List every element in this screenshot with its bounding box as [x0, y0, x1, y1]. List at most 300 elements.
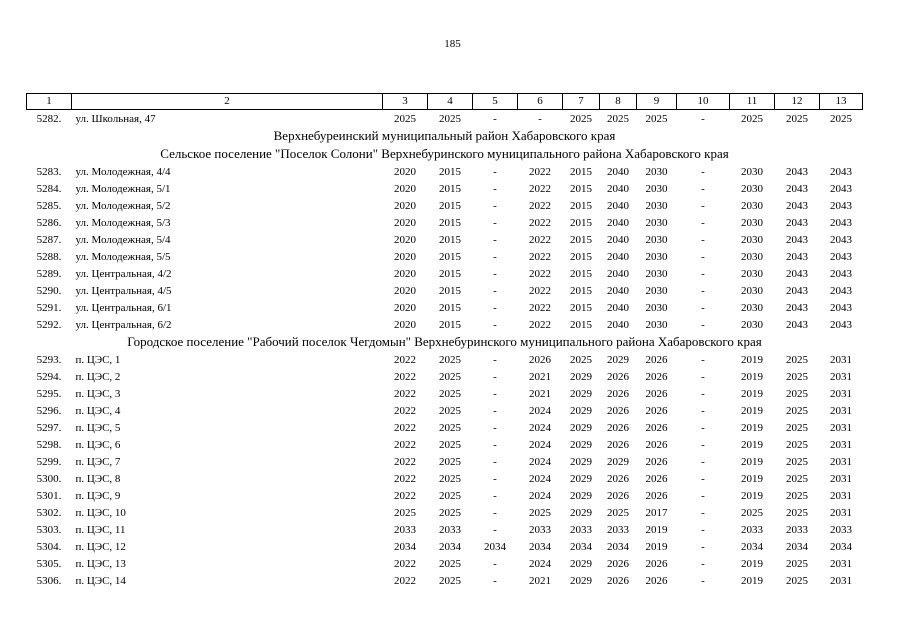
- year-cell: 2026: [645, 472, 668, 485]
- year-cell: 2029: [570, 557, 592, 570]
- year-cell: 2026: [607, 438, 629, 451]
- row-number: 5292.: [36, 318, 62, 331]
- table-row: [27, 436, 863, 453]
- year-cell: 2040: [607, 318, 629, 331]
- year-cell: 2026: [529, 353, 551, 366]
- year-cell: -: [493, 353, 497, 366]
- year-cell: 2029: [607, 353, 629, 366]
- year-cell: -: [493, 404, 497, 417]
- section-title: Сельское поселение "Поселок Солони" Верхнебуринского муниципального района Хабаровского края: [160, 146, 729, 161]
- year-cell: 2019: [645, 540, 668, 553]
- year-cell: 2019: [645, 523, 668, 536]
- year-cell: 2043: [830, 250, 852, 263]
- year-cell: 2031: [830, 574, 852, 587]
- table-row: [27, 572, 863, 589]
- year-cell: 2026: [645, 438, 668, 451]
- year-cell: 2040: [607, 301, 629, 314]
- year-cell: 2015: [439, 165, 461, 178]
- year-cell: 2034: [529, 540, 551, 553]
- year-cell: 2022: [529, 250, 551, 263]
- year-cell: 2025: [786, 472, 808, 485]
- year-cell: 2015: [570, 250, 592, 263]
- year-cell: 2020: [394, 250, 416, 263]
- table-row: [27, 453, 863, 470]
- year-cell: 2015: [439, 301, 461, 314]
- year-cell: 2025: [394, 112, 416, 125]
- year-cell: 2033: [394, 523, 416, 536]
- table-row: [27, 231, 863, 248]
- row-number: 5298.: [36, 438, 62, 451]
- year-cell: 2024: [529, 421, 551, 434]
- year-cell: 2015: [570, 267, 592, 280]
- year-cell: -: [701, 404, 705, 417]
- table-row: [27, 368, 863, 385]
- row-number: 5286.: [36, 216, 62, 229]
- district-title-row: [27, 127, 863, 145]
- year-cell: 2031: [830, 404, 852, 417]
- year-cell: -: [493, 472, 497, 485]
- year-cell: -: [493, 438, 497, 451]
- year-cell: 2033: [529, 523, 551, 536]
- year-cell: 2020: [394, 233, 416, 246]
- year-cell: 2040: [607, 233, 629, 246]
- year-cell: -: [493, 489, 497, 502]
- column-header: 9: [637, 94, 677, 110]
- year-cell: 2025: [439, 387, 461, 400]
- year-cell: 2022: [394, 574, 416, 587]
- table-row: [27, 299, 863, 316]
- year-cell: 2019: [741, 387, 763, 400]
- year-cell: 2022: [394, 387, 416, 400]
- year-cell: -: [493, 284, 497, 297]
- year-cell: -: [493, 199, 497, 212]
- row-number: 5300.: [36, 472, 62, 485]
- year-cell: 2019: [741, 455, 763, 468]
- year-cell: 2025: [439, 404, 461, 417]
- table-row: [27, 504, 863, 521]
- year-cell: 2031: [830, 438, 852, 451]
- column-header: 5: [473, 94, 518, 110]
- year-cell: 2019: [741, 574, 763, 587]
- year-cell: 2043: [830, 233, 852, 246]
- year-cell: -: [493, 574, 497, 587]
- header-row: [27, 94, 863, 110]
- year-cell: 2025: [439, 557, 461, 570]
- year-cell: 2034: [786, 540, 808, 553]
- year-cell: -: [701, 250, 705, 263]
- row-number: 5299.: [36, 455, 62, 468]
- year-cell: -: [493, 112, 497, 125]
- year-cell: 2030: [741, 301, 763, 314]
- column-header: 3: [383, 94, 428, 110]
- year-cell: 2025: [439, 472, 461, 485]
- year-cell: 2030: [645, 318, 668, 331]
- year-cell: 2029: [607, 455, 629, 468]
- year-cell: -: [701, 353, 705, 366]
- table-row: [27, 110, 863, 128]
- year-cell: 2031: [830, 506, 852, 519]
- year-cell: -: [701, 387, 705, 400]
- year-cell: 2022: [394, 370, 416, 383]
- year-cell: 2025: [741, 112, 763, 125]
- row-number: 5294.: [36, 370, 62, 383]
- year-cell: -: [493, 318, 497, 331]
- table-body: [27, 94, 863, 590]
- year-cell: 2043: [786, 216, 808, 229]
- table-row: [27, 316, 863, 333]
- year-cell: 2043: [830, 199, 852, 212]
- year-cell: 2026: [607, 472, 629, 485]
- column-header: 12: [775, 94, 820, 110]
- year-cell: 2043: [786, 250, 808, 263]
- row-number: 5290.: [36, 284, 62, 297]
- row-number: 5285.: [36, 199, 62, 212]
- year-cell: 2043: [830, 267, 852, 280]
- year-cell: 2025: [439, 353, 461, 366]
- year-cell: 2022: [529, 267, 551, 280]
- row-number: 5305.: [36, 557, 62, 570]
- year-cell: -: [701, 284, 705, 297]
- year-cell: 2025: [607, 506, 629, 519]
- address-cell: п. ЦЭС, 14: [75, 574, 126, 587]
- year-cell: 2020: [394, 318, 416, 331]
- year-cell: 2025: [439, 370, 461, 383]
- address-cell: ул. Молодежная, 5/5: [75, 250, 171, 263]
- address-cell: п. ЦЭС, 4: [75, 404, 121, 417]
- year-cell: 2021: [529, 574, 551, 587]
- year-cell: 2034: [607, 540, 629, 553]
- year-cell: 2026: [607, 489, 629, 502]
- year-cell: 2015: [439, 250, 461, 263]
- year-cell: -: [493, 387, 497, 400]
- year-cell: 2026: [645, 353, 668, 366]
- year-cell: 2033: [830, 523, 852, 536]
- address-cell: ул. Центральная, 4/2: [75, 267, 172, 280]
- column-header: 2: [72, 94, 383, 110]
- year-cell: -: [701, 370, 705, 383]
- year-cell: 2022: [529, 165, 551, 178]
- year-cell: 2043: [786, 301, 808, 314]
- year-cell: -: [701, 318, 705, 331]
- year-cell: 2020: [394, 267, 416, 280]
- year-cell: -: [493, 557, 497, 570]
- year-cell: 2022: [529, 199, 551, 212]
- year-cell: -: [493, 506, 497, 519]
- address-cell: п. ЦЭС, 6: [75, 438, 121, 451]
- year-cell: 2030: [645, 301, 668, 314]
- year-cell: 2025: [529, 506, 551, 519]
- year-cell: -: [493, 267, 497, 280]
- table-row: [27, 538, 863, 555]
- year-cell: 2026: [645, 489, 668, 502]
- table-row: [27, 402, 863, 419]
- year-cell: 2043: [786, 233, 808, 246]
- address-cell: п. ЦЭС, 8: [75, 472, 121, 485]
- year-cell: 2022: [394, 489, 416, 502]
- table-row: [27, 163, 863, 180]
- year-cell: 2024: [529, 455, 551, 468]
- year-cell: 2043: [830, 216, 852, 229]
- year-cell: 2033: [786, 523, 808, 536]
- table-row: [27, 470, 863, 487]
- table-row: [27, 282, 863, 299]
- year-cell: 2015: [570, 165, 592, 178]
- year-cell: 2022: [394, 455, 416, 468]
- year-cell: 2015: [439, 182, 461, 195]
- year-cell: 2026: [607, 404, 629, 417]
- address-cell: п. ЦЭС, 1: [75, 353, 121, 366]
- column-header: 11: [730, 94, 775, 110]
- year-cell: 2026: [607, 557, 629, 570]
- table-row: [27, 180, 863, 197]
- year-cell: -: [701, 506, 705, 519]
- year-cell: 2015: [439, 199, 461, 212]
- year-cell: 2015: [439, 233, 461, 246]
- year-cell: 2029: [570, 506, 592, 519]
- address-cell: ул. Центральная, 4/5: [75, 284, 172, 297]
- page-number: 185: [444, 38, 461, 50]
- row-number: 5306.: [36, 574, 62, 587]
- row-number: 5296.: [36, 404, 62, 417]
- year-cell: 2026: [645, 574, 668, 587]
- year-cell: 2022: [394, 421, 416, 434]
- row-number: 5301.: [36, 489, 62, 502]
- year-cell: 2034: [741, 540, 763, 553]
- year-cell: -: [701, 523, 705, 536]
- year-cell: 2024: [529, 438, 551, 451]
- year-cell: 2015: [570, 233, 592, 246]
- year-cell: 2022: [529, 182, 551, 195]
- year-cell: 2025: [570, 353, 592, 366]
- year-cell: 2043: [786, 199, 808, 212]
- year-cell: 2022: [529, 301, 551, 314]
- year-cell: -: [701, 421, 705, 434]
- year-cell: 2025: [439, 421, 461, 434]
- year-cell: 2025: [645, 112, 668, 125]
- year-cell: 2025: [786, 421, 808, 434]
- year-cell: -: [493, 370, 497, 383]
- year-cell: 2043: [830, 284, 852, 297]
- year-cell: 2025: [570, 112, 592, 125]
- year-cell: 2022: [394, 353, 416, 366]
- year-cell: -: [701, 199, 705, 212]
- year-cell: 2025: [786, 353, 808, 366]
- year-cell: 2025: [786, 574, 808, 587]
- year-cell: 2026: [645, 455, 668, 468]
- year-cell: 2024: [529, 472, 551, 485]
- year-cell: 2026: [607, 421, 629, 434]
- year-cell: 2030: [645, 216, 668, 229]
- year-cell: -: [701, 165, 705, 178]
- year-cell: 2026: [645, 370, 668, 383]
- year-cell: 2040: [607, 182, 629, 195]
- column-header: 4: [428, 94, 473, 110]
- year-cell: 2043: [786, 318, 808, 331]
- table-row: [27, 487, 863, 504]
- year-cell: 2020: [394, 199, 416, 212]
- year-cell: -: [493, 216, 497, 229]
- year-cell: -: [493, 233, 497, 246]
- year-cell: -: [701, 267, 705, 280]
- district-title: Верхнебуреинский муниципальный район Хабаровского края: [273, 128, 616, 143]
- address-cell: п. ЦЭС, 3: [75, 387, 121, 400]
- table-row: [27, 555, 863, 572]
- table-row: [27, 351, 863, 368]
- year-cell: 2034: [830, 540, 852, 553]
- year-cell: 2030: [741, 318, 763, 331]
- year-cell: 2025: [439, 438, 461, 451]
- row-number: 5284.: [36, 182, 62, 195]
- year-cell: 2015: [439, 284, 461, 297]
- year-cell: 2020: [394, 284, 416, 297]
- year-cell: 2026: [607, 574, 629, 587]
- table-row: [27, 385, 863, 402]
- year-cell: 2025: [394, 506, 416, 519]
- year-cell: 2031: [830, 472, 852, 485]
- year-cell: -: [701, 112, 705, 125]
- year-cell: 2034: [484, 540, 506, 553]
- address-cell: п. ЦЭС, 9: [75, 489, 121, 502]
- year-cell: 2040: [607, 267, 629, 280]
- year-cell: 2015: [439, 216, 461, 229]
- year-cell: 2043: [830, 182, 852, 195]
- year-cell: 2031: [830, 353, 852, 366]
- year-cell: 2019: [741, 404, 763, 417]
- year-cell: 2025: [439, 506, 461, 519]
- year-cell: 2040: [607, 216, 629, 229]
- row-number: 5288.: [36, 250, 62, 263]
- row-number: 5287.: [36, 233, 62, 246]
- year-cell: 2030: [741, 216, 763, 229]
- table-row: [27, 521, 863, 538]
- year-cell: 2024: [529, 557, 551, 570]
- year-cell: 2025: [786, 404, 808, 417]
- year-cell: 2020: [394, 301, 416, 314]
- address-cell: ул. Центральная, 6/1: [75, 301, 172, 314]
- year-cell: 2025: [439, 112, 461, 125]
- year-cell: 2030: [645, 199, 668, 212]
- address-cell: п. ЦЭС, 2: [75, 370, 121, 383]
- year-cell: -: [493, 301, 497, 314]
- year-cell: 2030: [645, 284, 668, 297]
- year-cell: 2030: [645, 233, 668, 246]
- year-cell: 2024: [529, 404, 551, 417]
- year-cell: 2025: [607, 112, 629, 125]
- year-cell: 2029: [570, 472, 592, 485]
- year-cell: -: [493, 523, 497, 536]
- year-cell: 2025: [786, 489, 808, 502]
- year-cell: 2031: [830, 557, 852, 570]
- year-cell: 2040: [607, 250, 629, 263]
- year-cell: 2015: [570, 301, 592, 314]
- year-cell: -: [701, 540, 705, 553]
- year-cell: 2015: [439, 267, 461, 280]
- year-cell: 2019: [741, 557, 763, 570]
- year-cell: 2020: [394, 216, 416, 229]
- year-cell: 2031: [830, 455, 852, 468]
- year-cell: 2015: [570, 216, 592, 229]
- year-cell: 2033: [570, 523, 592, 536]
- column-header: 13: [820, 94, 863, 110]
- year-cell: -: [701, 455, 705, 468]
- year-cell: 2026: [645, 404, 668, 417]
- table-row: [27, 214, 863, 231]
- table-row: [27, 197, 863, 214]
- year-cell: 2043: [786, 182, 808, 195]
- year-cell: 2040: [607, 199, 629, 212]
- year-cell: 2025: [786, 370, 808, 383]
- year-cell: 2019: [741, 421, 763, 434]
- year-cell: -: [493, 182, 497, 195]
- year-cell: -: [701, 233, 705, 246]
- year-cell: 2019: [741, 353, 763, 366]
- year-cell: 2015: [570, 182, 592, 195]
- address-cell: п. ЦЭС, 11: [75, 523, 126, 536]
- year-cell: 2019: [741, 438, 763, 451]
- year-cell: 2022: [394, 557, 416, 570]
- section-title: Городское поселение "Рабочий поселок Чегдомын" Верхнебуринского муниципального района Хабаровского края: [127, 334, 762, 349]
- year-cell: 2025: [830, 112, 852, 125]
- year-cell: 2019: [741, 472, 763, 485]
- year-cell: -: [701, 182, 705, 195]
- address-cell: ул. Молодежная, 4/4: [75, 165, 171, 178]
- year-cell: 2024: [529, 489, 551, 502]
- year-cell: 2030: [741, 284, 763, 297]
- year-cell: 2029: [570, 370, 592, 383]
- year-cell: 2026: [645, 421, 668, 434]
- section-title-row: [27, 333, 863, 351]
- address-cell: п. ЦЭС, 5: [75, 421, 121, 434]
- year-cell: 2030: [741, 165, 763, 178]
- year-cell: 2031: [830, 370, 852, 383]
- section-title-row: [27, 145, 863, 163]
- row-number: 5282.: [36, 112, 62, 125]
- row-number: 5291.: [36, 301, 62, 314]
- row-number: 5293.: [36, 353, 62, 366]
- row-number: 5303.: [36, 523, 62, 536]
- year-cell: -: [701, 301, 705, 314]
- year-cell: 2025: [786, 438, 808, 451]
- year-cell: 2029: [570, 574, 592, 587]
- year-cell: 2043: [830, 165, 852, 178]
- year-cell: 2015: [570, 199, 592, 212]
- year-cell: 2025: [786, 557, 808, 570]
- year-cell: 2031: [830, 421, 852, 434]
- year-cell: 2020: [394, 182, 416, 195]
- year-cell: 2022: [394, 438, 416, 451]
- year-cell: 2022: [529, 284, 551, 297]
- year-cell: 2043: [830, 318, 852, 331]
- year-cell: 2025: [439, 489, 461, 502]
- year-cell: 2022: [529, 216, 551, 229]
- year-cell: -: [493, 165, 497, 178]
- address-cell: п. ЦЭС, 10: [75, 506, 126, 519]
- row-number: 5289.: [36, 267, 62, 280]
- year-cell: 2030: [741, 182, 763, 195]
- year-cell: 2029: [570, 404, 592, 417]
- year-cell: 2015: [570, 284, 592, 297]
- year-cell: 2025: [786, 506, 808, 519]
- row-number: 5295.: [36, 387, 62, 400]
- year-cell: 2021: [529, 387, 551, 400]
- year-cell: 2043: [786, 165, 808, 178]
- year-cell: 2030: [645, 182, 668, 195]
- year-cell: 2030: [645, 267, 668, 280]
- year-cell: 2043: [830, 301, 852, 314]
- year-cell: 2025: [439, 574, 461, 587]
- year-cell: 2020: [394, 165, 416, 178]
- address-cell: п. ЦЭС, 7: [75, 455, 121, 468]
